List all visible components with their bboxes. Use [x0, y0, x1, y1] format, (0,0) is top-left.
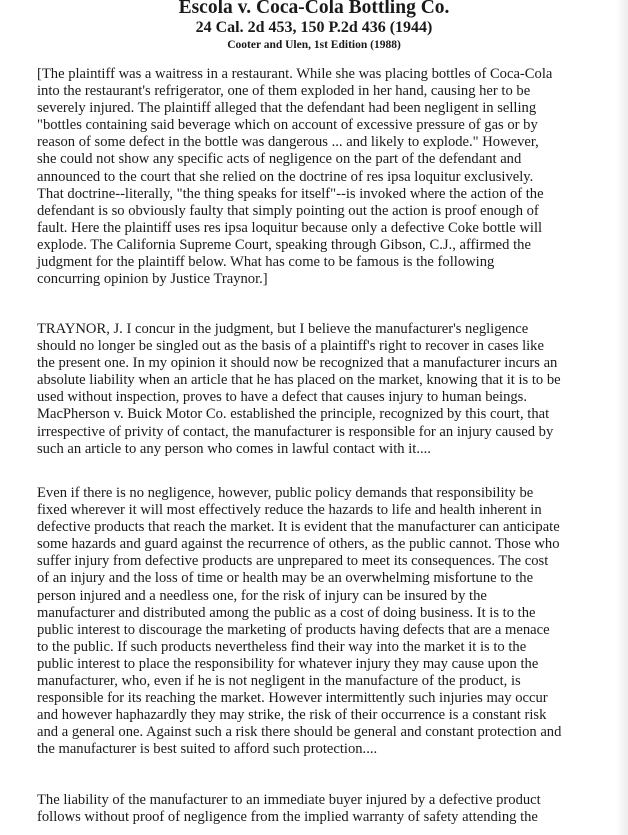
opinion-paragraph-1	[37, 321, 609, 458]
text-line: severely injured. The plaintiff alleged that the defendant had been negligent in selling	[37, 100, 537, 117]
intro-paragraph	[37, 66, 609, 288]
text-line: defective products that reach the market. It is evident that the manufacturer can anticipate	[37, 519, 560, 536]
text-line: irrespective of privity of contact, the manufacturer is responsible for an injury caused by	[37, 423, 554, 440]
text-line: and a general one. Against such a risk there should be general and constant protection and	[37, 724, 562, 741]
text-line: manufacturer and distributed among the public as a cost of doing business. It is to the	[37, 604, 536, 621]
text-line: reason of some defect in the bottle was dangerous ... and likely to explode." However,	[37, 134, 539, 151]
text-line: responsible for its reaching the market. However intermittently such injuries may occur	[37, 690, 548, 707]
text-line: concurring opinion by Justice Traynor.]	[37, 271, 268, 288]
text-line: MacPherson v. Buick Motor Co. established the principle, recognized by this court, that	[37, 406, 550, 423]
text-line: fault. Here the plaintiff uses res ipsa loquitur because only a defective Coke bottle will	[37, 219, 543, 236]
text-line: The liability of the manufacturer to an immediate buyer injured by a defective product	[37, 792, 541, 808]
text-line: some hazards and guard against the recurrence of others, as the public cannot. Those who	[37, 536, 560, 553]
text-line: should no longer be singled out as the basis of a plaintiff's right to recover in cases like	[37, 338, 544, 355]
text-line: the present one. In my opinion it should now be recognized that a manufacturer incurs an	[37, 355, 558, 372]
text-line: such an article to any person who comes in lawful contact with it....	[37, 440, 431, 457]
text-line: "bottles containing said beverage which on account of excessive pressure of gas or by	[37, 117, 538, 134]
text-line: person injured and a needless one, for the risk of injury can be insured by the	[37, 587, 487, 604]
text-line: judgment for the plaintiff below. What has come to be famous is the following	[37, 254, 495, 271]
text-line: absolute liability when an article that he has placed on the market, knowing that it is to be	[37, 372, 561, 389]
text-line: follows without proof of negligence from the implied warranty of safety attending the	[37, 809, 538, 826]
text-line: explode. The California Supreme Court, speaking through Gibson, C.J., affirmed the	[37, 236, 531, 253]
text-line: suffer injury from defective products are unprepared to meet its consequences. The cost	[37, 553, 549, 570]
text-line: public interest to place the responsibility for whatever injury they may cause upon the	[37, 655, 539, 672]
opinion-paragraph-2	[37, 485, 609, 759]
case-title: Escola v. Coca-Cola Bottling Co.	[178, 0, 450, 18]
text-line: defendant is so obviously faulty that simply pointing out the action is proof enough of	[37, 202, 539, 219]
text-line: into the restaurant's refrigerator, one of them exploded in her hand, causing her to be	[37, 83, 531, 100]
text-line: and however haphazardly they may strike, the risk of their occurrence is a constant risk	[37, 707, 547, 724]
text-line: announced to the court that she relied on the doctrine of res ipsa loquitur exclusively.	[37, 168, 534, 185]
text-line: [The plaintiff was a waitress in a restaurant. While she was placing bottles of Coca-Cola	[37, 66, 553, 82]
text-line: manufacturer, who, even if he is not negligent in the manufacture of the product, is	[37, 673, 521, 690]
text-line: of an injury and the loss of time or health may be an overwhelming misfortune to the	[37, 570, 534, 587]
source-attribution: Cooter and Ulen, 1st Edition (1988)	[227, 39, 401, 51]
text-line: to the public. If such products nevertheless find their way into the market it is to the	[37, 638, 527, 655]
page-edge-shadow	[616, 0, 628, 835]
text-line: TRAYNOR, J. I concur in the judgment, but I believe the manufacturer's negligence	[37, 321, 529, 337]
text-line: Even if there is no negligence, however, public policy demands that responsibility be	[37, 485, 534, 501]
case-citation: 24 Cal. 2d 453, 150 P.2d 436 (1944)	[195, 19, 433, 36]
text-line: she could not show any specific acts of negligence on the part of the defendant and	[37, 151, 522, 168]
text-line: fixed wherever it will most effectively reduce the hazards to life and health inherent in	[37, 502, 542, 519]
text-line: the manufacturer is best suited to afford such protection....	[37, 741, 378, 758]
text-line: That doctrine--literally, "the thing speaks for itself"--is invoked where the action of the	[37, 185, 544, 202]
opinion-paragraph-3	[37, 792, 609, 826]
text-line: used without inspection, proves to have a defect that causes injury to human beings.	[37, 389, 527, 406]
text-line: public interest to discourage the marketing of products having defects that are a menace	[37, 621, 550, 638]
